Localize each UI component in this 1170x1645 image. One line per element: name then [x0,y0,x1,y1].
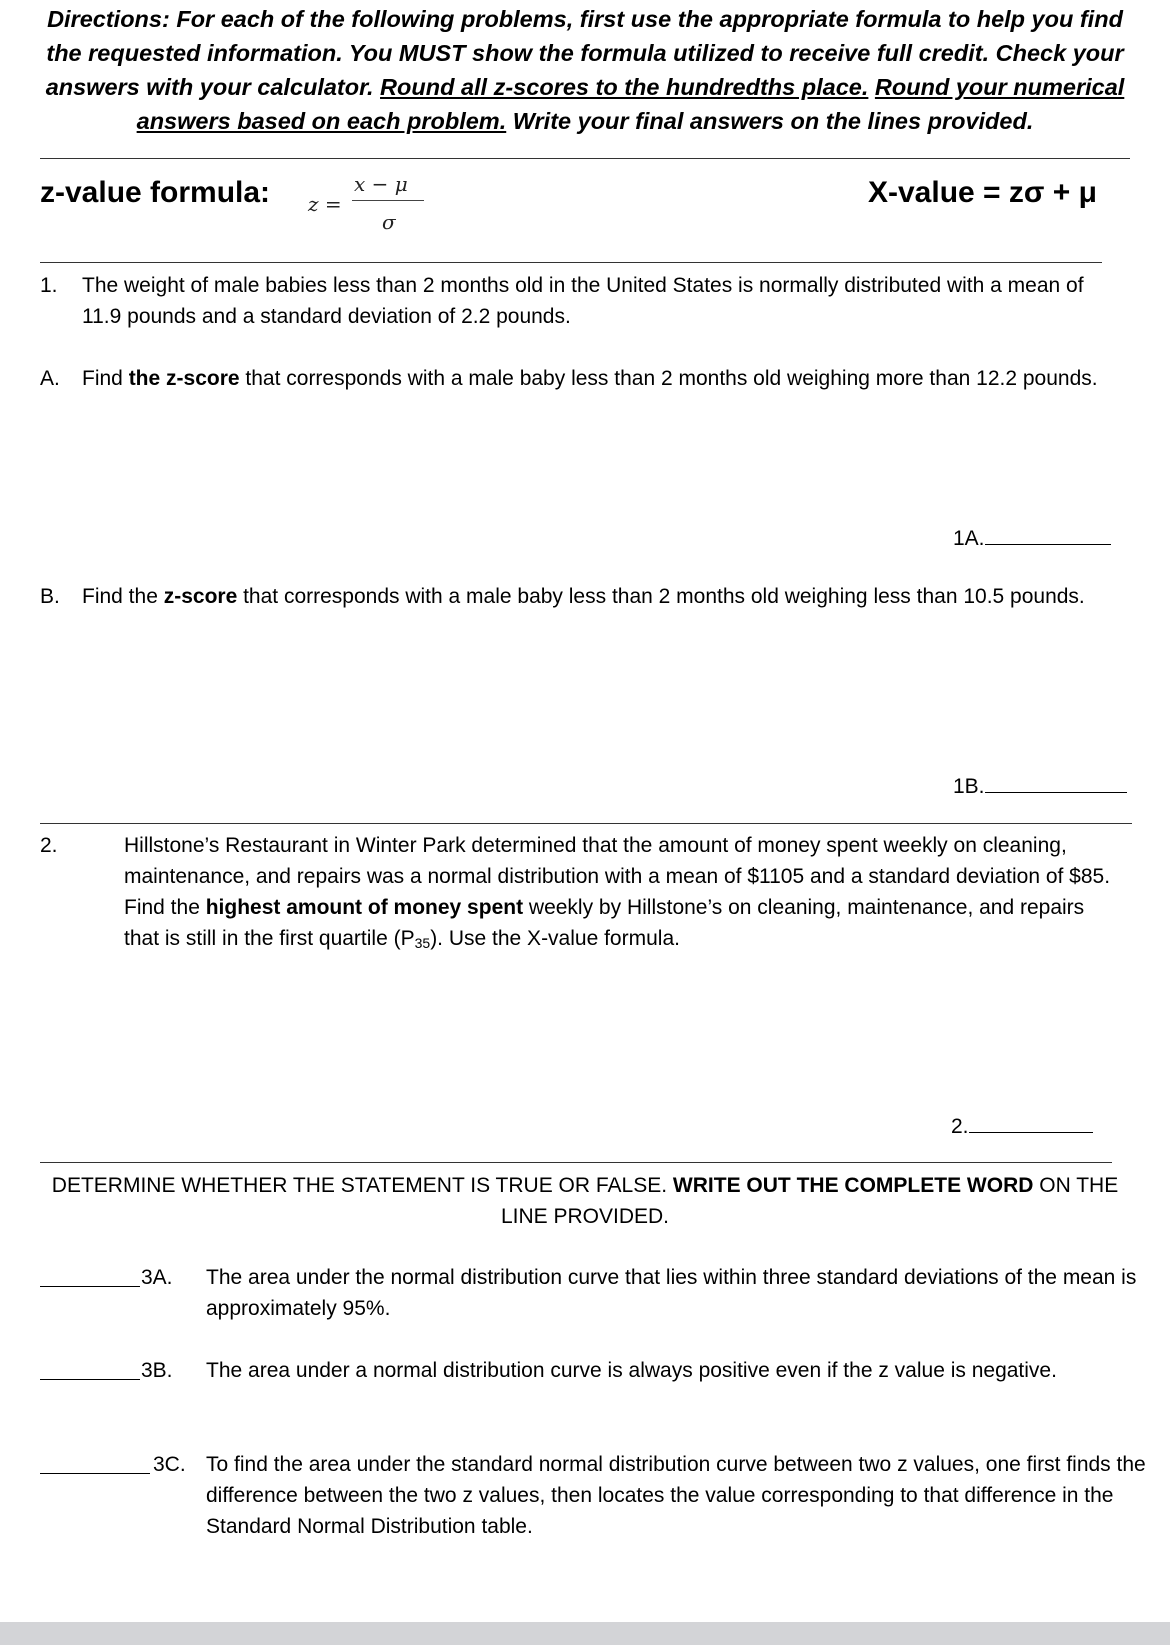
answer-2 [951,1110,1093,1139]
tf-answer-line-3b[interactable] [40,1355,140,1380]
z-formula-numerator: x − μ [354,172,408,196]
problem-1b-post: that corresponds with a male baby less than 2 months old weighing less than 10.5 pounds. [237,585,1085,608]
directions-text: Directions: For each of the following problems, first use the appropriate formula to help you find the requested information. You MUST show the formula utilized to receive full credit. Check your answers with your calculator. [45,6,1124,100]
problem-2-subscript: 35 [414,935,431,951]
fraction-bar [352,200,424,201]
divider [40,158,1130,159]
tf-label-3a: 3A. [141,1266,173,1289]
answer-1a-line[interactable] [985,522,1111,545]
tf-text-3a: The area under the normal distribution curve that lies within three standard deviations of the mean is approximately 95%. [206,1266,1137,1320]
directions-final-answers: Write your final answers on the lines provided. [512,108,1034,134]
tf-answer-line-3a[interactable] [40,1262,140,1287]
problem-2-text [124,830,1120,959]
answer-1a [953,522,1111,551]
tf-answer-line-3c[interactable] [40,1449,150,1474]
divider [40,823,1132,824]
z-formula-lhs: z = [308,192,342,216]
answer-2-label: 2. [951,1115,969,1138]
tf-text-3c: To find the area under the standard normal distribution curve between two z values, one first finds the difference between the two z values, then locates the value corresponding to that difference in the Standard Normal Distribution table. [206,1453,1146,1538]
tf-heading-post: ON THE LINE PROVIDED. [500,1174,1119,1228]
answer-1a-label: 1A. [953,527,985,550]
directions [30,2,1140,138]
directions-rounding-answers: Round your numerical answers based on each problem. [136,74,1125,134]
answer-1b-line[interactable] [985,770,1127,793]
tf-label-3c: 3C. [153,1453,186,1476]
true-false-heading [40,1170,1130,1232]
problem-1b-text [82,581,1122,612]
problem-1a-letter: A. [40,367,60,390]
answer-2-line[interactable] [969,1110,1093,1133]
x-value-formula: X-value = zσ + μ [868,176,1097,209]
problem-1a-bold: the z-score [128,367,240,390]
answer-1b-label: 1B. [953,775,985,798]
problem-1a-text [82,363,1122,394]
divider [40,1162,1112,1163]
z-formula-denominator: σ [382,210,396,234]
directions-rounding-zscores: Round all z-scores to the hundredths place. [380,74,869,100]
problem-2-pre: Hillstone’s Restaurant in Winter Park determined that the amount of money spent weekly on cleaning, maintenance, and repairs was a normal distribution with a mean of $1105 and a standard deviation of $85. Find the [124,834,1111,919]
z-formula [308,172,428,242]
problem-2-post: ). Use the X-value formula. [430,927,680,950]
problem-2-mid: weekly by Hillstone’s on cleaning, maintenance, and repairs that is still in the first quartile (P [124,896,1085,950]
tf-text-3b: The area under a normal distribution curve is always positive even if the z value is negative. [206,1359,1057,1382]
problem-1-number: 1. [40,274,58,297]
bottom-band [0,1622,1170,1645]
problem-1a-pre: Find [82,367,129,390]
problem-1-text: The weight of male babies less than 2 months old in the United States is normally distributed with a mean of 11.9 pounds and a standard deviation of 2.2 pounds. [82,274,1084,328]
problem-1b-letter: B. [40,585,60,608]
tf-heading-bold: WRITE OUT THE COMPLETE WORD [672,1174,1034,1197]
problem-2-number: 2. [40,834,58,857]
tf-label-3b: 3B. [141,1359,173,1382]
z-formula-label: z-value formula: [40,176,271,209]
problem-2-bold: highest amount of money spent [205,896,524,919]
tf-heading-pre: DETERMINE WHETHER THE STATEMENT IS TRUE OR FALSE. [51,1174,673,1197]
problem-1b-pre: Find the [82,585,164,608]
problem-1b-bold: z-score [163,585,238,608]
answer-1b [953,770,1127,799]
divider [40,262,1102,263]
problem-1a-post: that corresponds with a male baby less than 2 months old weighing more than 12.2 pounds. [239,367,1098,390]
